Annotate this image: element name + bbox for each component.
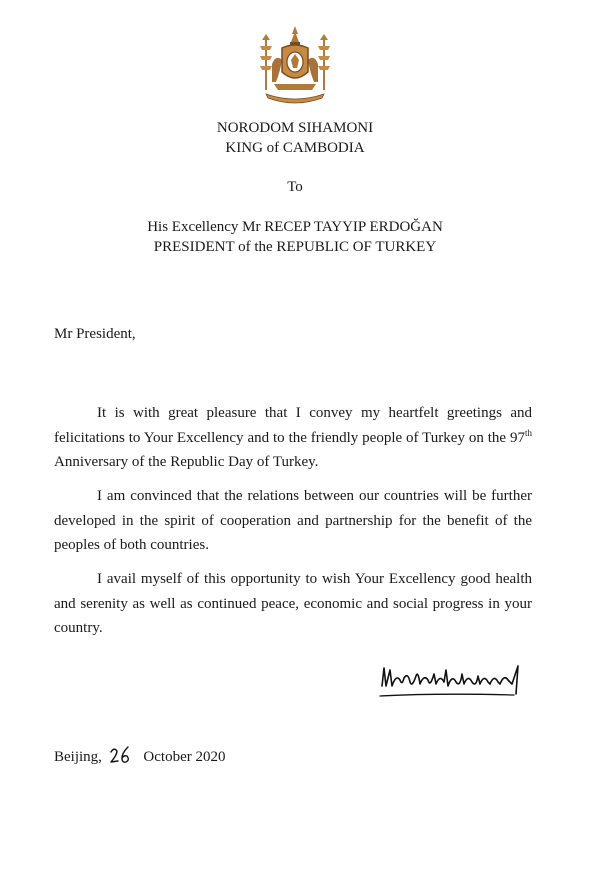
paragraph-greetings-text-a: It is with great pleasure that I convey my heartfelt greetings and felicitations to Your Excellency and to the friendly people of Turkey on the 97 — [54, 405, 532, 446]
sender-title: KING of CAMBODIA — [225, 140, 365, 156]
addressee-to-label: To — [287, 179, 303, 195]
recipient-title: PRESIDENT of the REPUBLIC OF TURKEY — [153, 239, 437, 255]
month-year: October 2020 — [143, 749, 226, 765]
paragraph-wishes: I avail myself of this opportunity to wish Your Excellency good health and serenity as well as continued peace, economic and social progress in your country. — [54, 571, 532, 636]
ordinal-suffix: th — [524, 427, 532, 438]
salutation: Mr President, — [54, 326, 136, 342]
paragraph-relations: I am convinced that the relations between our countries will be further developed in the spirit of cooperation and partnership for the benefit of the peoples of both countries. — [54, 488, 532, 553]
sender-name: NORODOM SIHAMONI — [216, 120, 374, 136]
paragraph-greetings-text-b: Anniversary of the Republic Day of Turkey. — [54, 454, 319, 470]
recipient-name: His Excellency Mr RECEP TAYYIP ERDOĞAN — [147, 219, 443, 235]
paragraph-greetings — [54, 401, 532, 475]
handwritten-day — [108, 745, 134, 765]
place-label: Beijing, — [54, 749, 102, 765]
royal-coat-of-arms-icon — [252, 24, 338, 108]
place-and-date — [54, 745, 225, 766]
handwritten-signature — [378, 660, 530, 702]
